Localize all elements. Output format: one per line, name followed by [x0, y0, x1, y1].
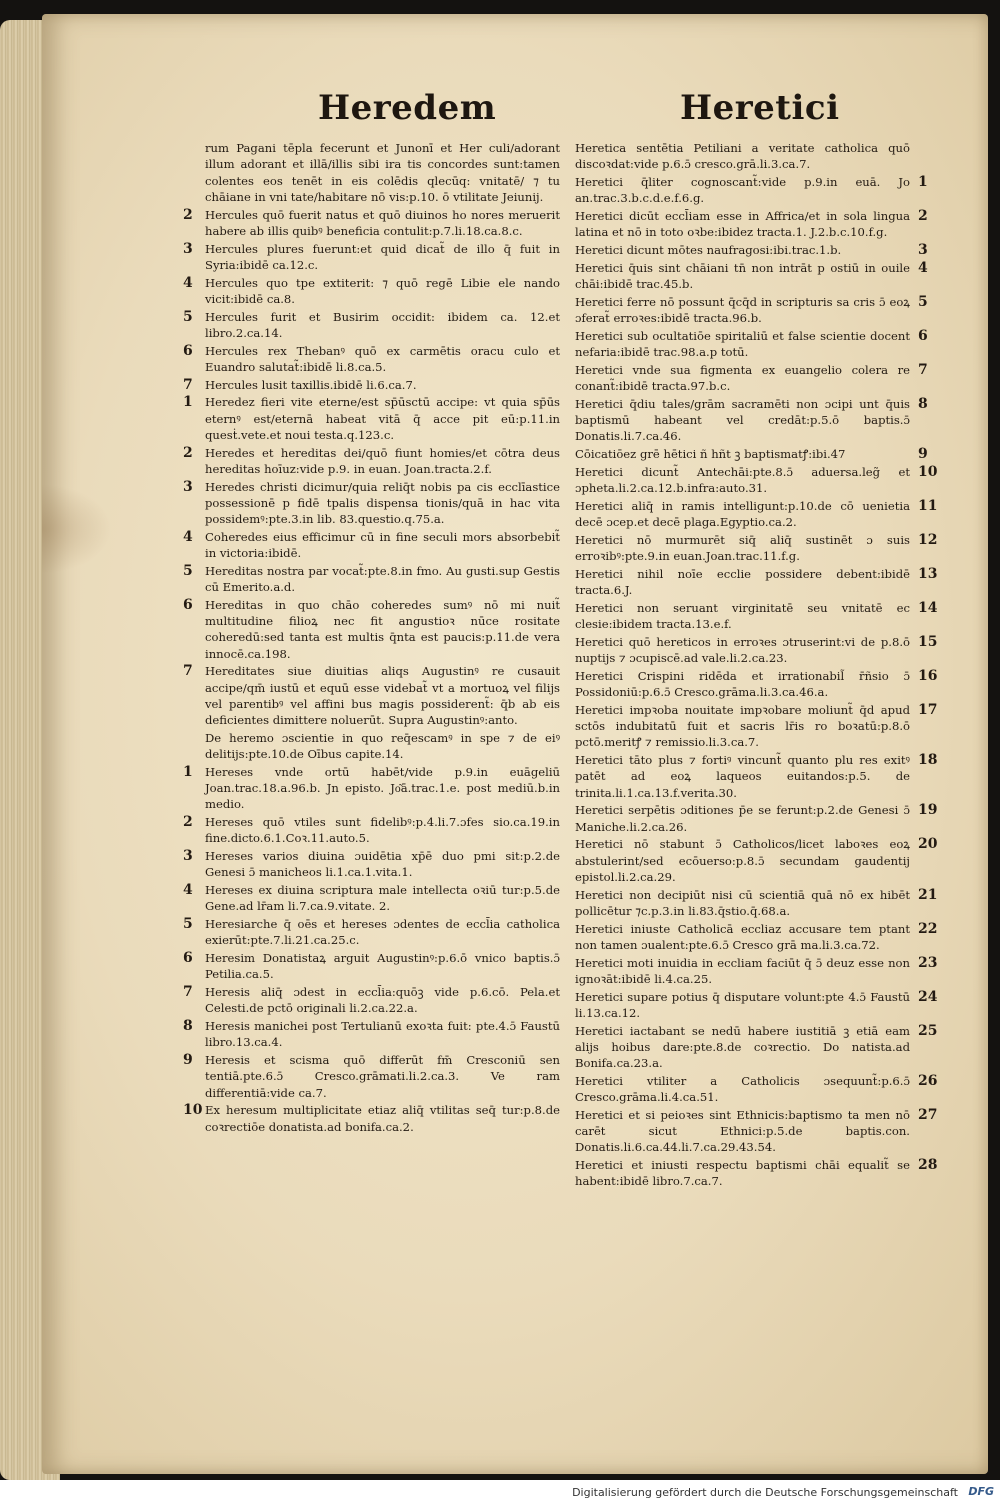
entry-number: 5	[183, 308, 193, 325]
entry-number: 5	[183, 562, 193, 579]
entry-number: 3	[183, 478, 193, 495]
entry-number: 6	[918, 327, 928, 344]
entry-text: Heretici q̄liter cognoscant̃:vide p.9.in euā. Jo an.trac.3.b.c.d.e.f.6.g.	[575, 175, 910, 206]
entry-number: 7	[183, 376, 193, 393]
entry-number: 6	[183, 950, 193, 966]
entry-text: Hereses quō vtiles sunt fidelibꝰ:p.4.li.7.ɔfes sio.ca.19.in fine.dicto.6.1.Coꝛ.11.auto.5.	[205, 815, 560, 846]
index-entry	[575, 208, 928, 241]
entry-number: 2	[918, 208, 928, 224]
entry-text: Heretici dicūt eccl̄iam esse in Affrica/et in sola lingua latina et nō in toto oꝛbe:ibidez tracta.1. J.2.b.c.10.f.g.	[575, 209, 910, 240]
index-entry	[575, 395, 928, 445]
entry-number: 3	[183, 848, 193, 864]
index-entry	[183, 240, 560, 274]
left-column	[183, 140, 560, 1136]
entry-text: Heretici vnde sua figmenta ex euangelio colera re conant̃:ibidē tracta.97.b.c.	[575, 362, 910, 393]
entry-number: 2	[183, 444, 193, 461]
index-entry	[575, 886, 938, 920]
index-entry	[205, 140, 560, 205]
entry-number: 16	[918, 667, 938, 684]
entry-text: Heretici tāto plus ⁊ fortiꝰ vincunt̃ quanto plu res exitꝰ patēt ad eoꝝ laqueos euitandos:p.5. de trinita.li.1.ca.13.f.verita.30.	[575, 753, 910, 800]
entry-text: Hereditas nostra par vocat̃:pte.8.in fmo. Au gusti.sup Gestis cū Emerito.a.d.	[205, 563, 560, 594]
entry-text: Heretici iniuste Catholicā eccliaz accusare tem ptant non tamen ɔualent:pte.6.ɔ̄ Cresco grā ma.li.3.ca.72.	[575, 921, 910, 952]
entry-text: Heretici dicunt mōtes naufragosi:ibi.trac.1.b.	[575, 243, 842, 257]
entry-text: Hereditates siue diuitias aliqs Augustinꝰ re cusauit accipe/qm̄ iustū et equū esse videbat̃ vt a mortuoꝝ vel filijs vel parentibꝰ vel affini bus magis possiderent̃: q̄b ab eis deficientes dimittere noluerūt. Supra Augustinꝰ:anto.	[205, 664, 560, 727]
entry-text: Heresis manichei post Tertulianū exoꝛta fuit: pte.4.ɔ̄ Faustū libro.13.ca.4.	[205, 1019, 560, 1050]
entry-number: 9	[918, 446, 928, 462]
entry-text: Heredes christi dicimur/quia reliq̄t nobis pa cis ecclīastice possessionē p fidē tpalis dispensa tionis/quā in hac vita possidemꝰ:pte.3.in lib. 83.questio.q.75.a.	[205, 479, 560, 526]
entry-text: Heretici non decipiūt nisi cū scientiā quā nō ex hibēt pollicētur ⁊c.p.3.in li.83.q̄stio.q̄.68.a.	[575, 887, 910, 918]
entry-text: Heretici q̄uis sint chāiani tn̄ non intrāt p ostiū in ouile chāi:ibidē trac.45.b.	[575, 260, 910, 291]
entry-text: rum Pagani tēpla fecerunt et Junonī et Her culi/adorant illum adorant et illā/illis sibi ira tis concordes sunt:tamen colentes eos tenēt in eis colēdis qlecūq: vnitatē/ ⁊ tu chāiane in vni tate/habitare nō vis:p.10. ō vtilitate Jeiunij.	[205, 141, 560, 204]
entry-text: Heredez fieri vite eterne/est sp̄ūsctū accipe: vt quia sp̄ūs eternꝰ est/eternā habeat vitā q̄ acce pit eū:p.11.in quesṫ.vete.et noui testa.q.123.c.	[205, 395, 560, 442]
entry-text: Heretici serpētis ɔditiones p̄e se ferunt:p.2.de Genesi ɔ̄ Maniche.li.2.ca.26.	[575, 803, 910, 834]
entry-number: 26	[918, 1072, 938, 1089]
index-entry	[575, 531, 938, 565]
entry-number: 28	[918, 1157, 938, 1173]
index-entry	[183, 1102, 560, 1135]
index-entry	[183, 882, 560, 915]
index-entry	[575, 140, 910, 173]
index-entry	[183, 950, 560, 983]
index-entry	[183, 444, 560, 478]
entry-number: 10	[918, 463, 938, 480]
entry-text: Heresis et scisma quō differūt fm̄ Cresconiū sen tentiā.pte.6.ɔ̄ Cresco.grāmati.li.2.ca.3. Ve ram differentiā:vide ca.7.	[205, 1053, 560, 1100]
entry-text: Heresim Donatistaꝝ arguit Augustinꝰ:p.6.ō vnico baptis.ɔ̄ Petilia.ca.5.	[205, 951, 560, 982]
entry-text: Heretica sentētia Petiliani a veritate catholica quō discoꝛdat:vide p.6.ɔ̄ cresco.grā.li.3.ca.7.	[575, 141, 910, 172]
index-entry	[575, 1072, 938, 1106]
entry-text: Heresiarche q̄ oēs et hereses ɔdentes de eccl̄ia catholica exierūt:pte.7.li.21.ca.25.c.	[205, 917, 560, 948]
index-entry	[575, 920, 938, 954]
footer-bar	[0, 1480, 1000, 1505]
index-entry	[575, 1157, 938, 1190]
entry-text: Heredes et hereditas dei/quō fiunt homies/et cōtra deus hereditas hoīuz:vide p.9. in euan. Joan.tracta.2.f.	[205, 445, 560, 476]
entry-number: 4	[918, 259, 928, 276]
index-entry	[183, 1018, 560, 1051]
index-entry	[575, 1106, 938, 1156]
entry-text: Hercules rex Thebanꝰ quō ex carmētis oracu culo et Euandro salutat̃:ibidē li.8.ca.5.	[205, 343, 560, 374]
entry-text: Hereses varios diuina ɔuidētia xp̄ē duo pmi sit:p.2.de Genesi ɔ̄ manicheos li.1.ca.1.vita.1.	[205, 849, 560, 880]
entry-number: 23	[918, 954, 938, 971]
entry-text: Hercules lusit taxillis.ibidē li.6.ca.7.	[205, 377, 417, 392]
entry-text: Heretici Crispini ridēda et irrationabil̃ r̄ñsio ɔ̄ Possidoniū:p.6.ɔ̄ Cresco.grāma.li.3.ca.46.a.	[575, 668, 910, 699]
index-entry	[183, 308, 560, 342]
entry-text: Heretici dicunt̃ Antechāi:pte.8.ɔ̄ aduersa.leg̃ et ɔpheta.li.2.ca.12.b.infra:auto.31.	[575, 464, 910, 495]
entry-text: Cōicatiōez grē hētici ñ hñt ꝫ baptismatꝭ:ibi.47	[575, 447, 846, 461]
entry-number: 20	[918, 836, 938, 853]
entry-number: 12	[918, 531, 938, 548]
entry-number: 6	[183, 596, 193, 613]
entry-number: 7	[183, 663, 193, 680]
entry-number: 7	[918, 361, 928, 378]
index-entry	[575, 497, 938, 531]
entry-text: Heretici nihil noīe ecclie possidere debent:ibidē tracta.6.J.	[575, 566, 910, 597]
entry-text: Coheredes eius efficimur cū in fine seculi mors absorbebit̃ in victoria:ibidē.	[205, 529, 560, 560]
index-entry	[183, 528, 560, 562]
entry-text: Hercules plures fuerunt:et quid dicat̃ de illo q̄ fuit in Syria:ibidē ca.12.c.	[205, 241, 560, 272]
entry-number: 3	[183, 240, 193, 257]
index-entry	[575, 954, 938, 988]
index-entry	[183, 763, 560, 813]
index-entry	[575, 988, 938, 1022]
entry-text: Heretici quō hereticos in erroꝛes ɔtruserint:vi de p.8.ō nuptijs ⁊ ɔcupiscē.ad vale.li.2.ca.23.	[575, 634, 910, 665]
entry-text: Heretici moti inuidia in eccliam faciūt q̄ ɔ̄ deuz esse non ignoꝛāt:ibidē li.4.ca.25.	[575, 955, 910, 986]
index-entry	[575, 836, 938, 885]
entry-number: 5	[183, 916, 193, 932]
entry-text: Heretici supare potius q̄ disputare volunt:pte 4.ɔ̄ Faustū li.13.ca.12.	[575, 989, 910, 1020]
index-entry	[575, 1022, 938, 1072]
entry-text: Heretici vtiliter a Catholicis ɔsequunt̃:p.6.ɔ̄ Cresco.grāma.li.4.ca.51.	[575, 1073, 910, 1104]
entry-number: 4	[183, 882, 193, 898]
entry-text: Heretici ferre nō possunt q̄cq̄d in scripturis sa cris ɔ̄ eoꝝ ɔferat̃ erroꝛes:ibidē tracta.96.b.	[575, 294, 910, 325]
index-entry	[183, 916, 560, 949]
entry-number: 25	[918, 1022, 938, 1039]
index-entry	[575, 752, 938, 801]
entry-text: Heretici iactabant se nedū habere iustitiā ꝫ etiā eam alijs hoibus dare:pte.8.de coꝛrectio. Do natista.ad Bonifa.ca.23.a.	[575, 1023, 910, 1070]
entry-number: 24	[918, 988, 938, 1005]
index-entry	[183, 1052, 560, 1101]
index-entry	[183, 848, 560, 881]
entry-number: 8	[918, 395, 928, 412]
running-head-right: Heretici	[680, 88, 840, 128]
entry-number: 13	[918, 565, 938, 582]
index-entry	[183, 376, 560, 393]
entry-text: Hereses ex diuina scriptura male intellecta oꝛiū tur:p.5.de Gene.ad lr̄am li.7.ca.9.vitate. 2.	[205, 883, 560, 914]
index-entry	[575, 667, 938, 701]
index-entry	[183, 206, 560, 240]
entry-number: 22	[918, 920, 938, 937]
index-entry	[575, 293, 928, 327]
entry-number: 6	[183, 342, 193, 359]
index-entry	[575, 174, 928, 207]
entry-text: Hercules quo tpe extiterit: ⁊ quō regē Libie ele nando vicit:ibidē ca.8.	[205, 275, 560, 306]
entry-number: 1	[183, 394, 193, 411]
index-entry	[183, 814, 560, 847]
entry-text: Hercules furit et Busirim occidit: ibidem ca. 12.et libro.2.ca.14.	[205, 309, 560, 340]
entry-text: De heremo ɔscientie in quo req̄escamꝰ in spe ⁊ de eiꝰ delitijs:pte.10.de Oībus capite.14.	[205, 730, 560, 761]
entry-text: Hercules quō fuerit natus et quō diuinos ho nores meruerit habere ab illis quibꝰ beneficia contulit:p.7.li.18.ca.8.c.	[205, 207, 560, 238]
entry-number: 21	[918, 886, 938, 903]
entry-text: Heretici sub ocultatiōe spiritaliū et false scientie docent nefaria:ibidē trac.98.a.p totū.	[575, 328, 910, 359]
index-entry	[205, 730, 560, 763]
entry-number: 18	[918, 752, 938, 768]
entry-text: Heretici nō stabunt ɔ̄ Catholicos/licet laboꝛes eoꝝ abstulerint/sed ecōuerso:p.8.ɔ̄ secundam gaudentij epistol.li.2.ca.29.	[575, 837, 910, 884]
index-entry	[183, 342, 560, 376]
index-entry	[575, 599, 938, 633]
index-entry	[575, 327, 928, 361]
entry-text: Heretici nō murmurēt siq̄ aliq̄ sustinēt ɔ suis erroꝛibꝰ:pte.9.in euan.Joan.trac.11.f.g.	[575, 532, 910, 563]
index-entry	[183, 596, 560, 662]
entry-number: 5	[918, 293, 928, 310]
entry-number: 7	[183, 984, 193, 1000]
entry-number: 1	[918, 174, 928, 190]
entry-text: Heretici impꝛoba nouitate impꝛobare moliunt̃ q̄d apud sctōs indubitatū fuit et sacris lr̄is ro boꝛatū:p.8.ō pctō.meritꝭ ⁊ remissio.li.3.ca.7.	[575, 702, 910, 750]
entry-text: Heretici q̄diu tales/grām sacramēti non ɔcipi unt q̄uis baptismū habeant vel credāt:p.5.ō baptis.ɔ̄ Donatis.li.7.ca.46.	[575, 396, 910, 444]
entry-number: 10	[183, 1102, 203, 1119]
index-entry	[575, 802, 938, 835]
entry-number: 11	[918, 497, 938, 514]
entry-text: Heresis aliq̄ ɔdest in eccl̄ia:quōꝫ vide p.6.cō. Pela.et Celesti.de pctō originali li.2.ca.22.a.	[205, 985, 560, 1016]
index-entry	[183, 984, 560, 1017]
entry-number: 17	[918, 701, 938, 718]
entry-number: 8	[183, 1018, 193, 1034]
entry-text: Ex heresum multiplicitate etiaz aliq̄ vtilitas seq̄ tur:p.8.de coꝛrectiōe donatista.ad bonifa.ca.2.	[205, 1103, 560, 1134]
right-column	[575, 140, 938, 1191]
entry-text: Heretici et iniusti respectu baptismi chāi equalit̃ se habent:ibidē libro.7.ca.7.	[575, 1158, 910, 1189]
entry-text: Heretici aliq̄ in ramis intelligunt:p.10.de cō uenietia decē ɔcep.et decē plaga.Egyptio.ca.2.	[575, 498, 910, 529]
index-entry	[183, 274, 560, 308]
index-entry	[575, 446, 928, 462]
entry-number: 4	[183, 274, 193, 291]
index-entry	[183, 663, 560, 728]
entry-number: 2	[183, 206, 193, 223]
entry-number: 9	[183, 1052, 193, 1068]
entry-number: 27	[918, 1106, 938, 1123]
entry-number: 1	[183, 763, 193, 780]
index-entry	[575, 361, 928, 395]
entry-text: Hereses vnde ortū habēt/vide p.9.in euāgeliū Joan.trac.18.a.96.b. Jn episto. Jo͂ā.trac.1.e. post mediū.b.in medio.	[205, 764, 560, 812]
running-head-left: Heredem	[318, 88, 497, 128]
entry-number: 4	[183, 528, 193, 545]
entry-number: 2	[183, 814, 193, 830]
page-stain	[42, 484, 112, 574]
footer-credit: Digitalisierung gefördert durch die Deutsche Forschungsgemeinschaft	[572, 1486, 958, 1499]
index-entry	[575, 701, 938, 751]
index-entry	[183, 478, 560, 528]
entry-number: 15	[918, 633, 938, 650]
entry-number: 3	[918, 242, 928, 258]
index-entry	[575, 259, 928, 293]
index-entry	[183, 394, 560, 443]
index-entry	[575, 565, 938, 599]
entry-text: Heretici non seruant virginitatē seu vnitatē ec clesie:ibidem tracta.13.e.f.	[575, 600, 910, 631]
entry-text: Hereditas in quo chāo coheredes sumꝰ nō mi nuit̃ multitudine filioꝝ nec fit angustioꝛ nūce rositate coheredū:sed tanta est multis q̄nta est paucis:p.11.de vera innocē.ca.198.	[205, 597, 560, 661]
index-entry	[183, 562, 560, 596]
index-entry	[575, 463, 938, 497]
entry-number: 14	[918, 599, 938, 616]
dfg-logo-icon: DFG	[968, 1485, 994, 1498]
index-entry	[575, 242, 928, 258]
entry-number: 19	[918, 802, 938, 819]
index-entry	[575, 633, 938, 667]
entry-text: Heretici et si peioꝛes sint Ethnicis:baptismo ta men nō carēt sicut Ethnici:p.5.de baptis.con. Donatis.li.6.ca.44.li.7.ca.29.43.54.	[575, 1107, 910, 1155]
